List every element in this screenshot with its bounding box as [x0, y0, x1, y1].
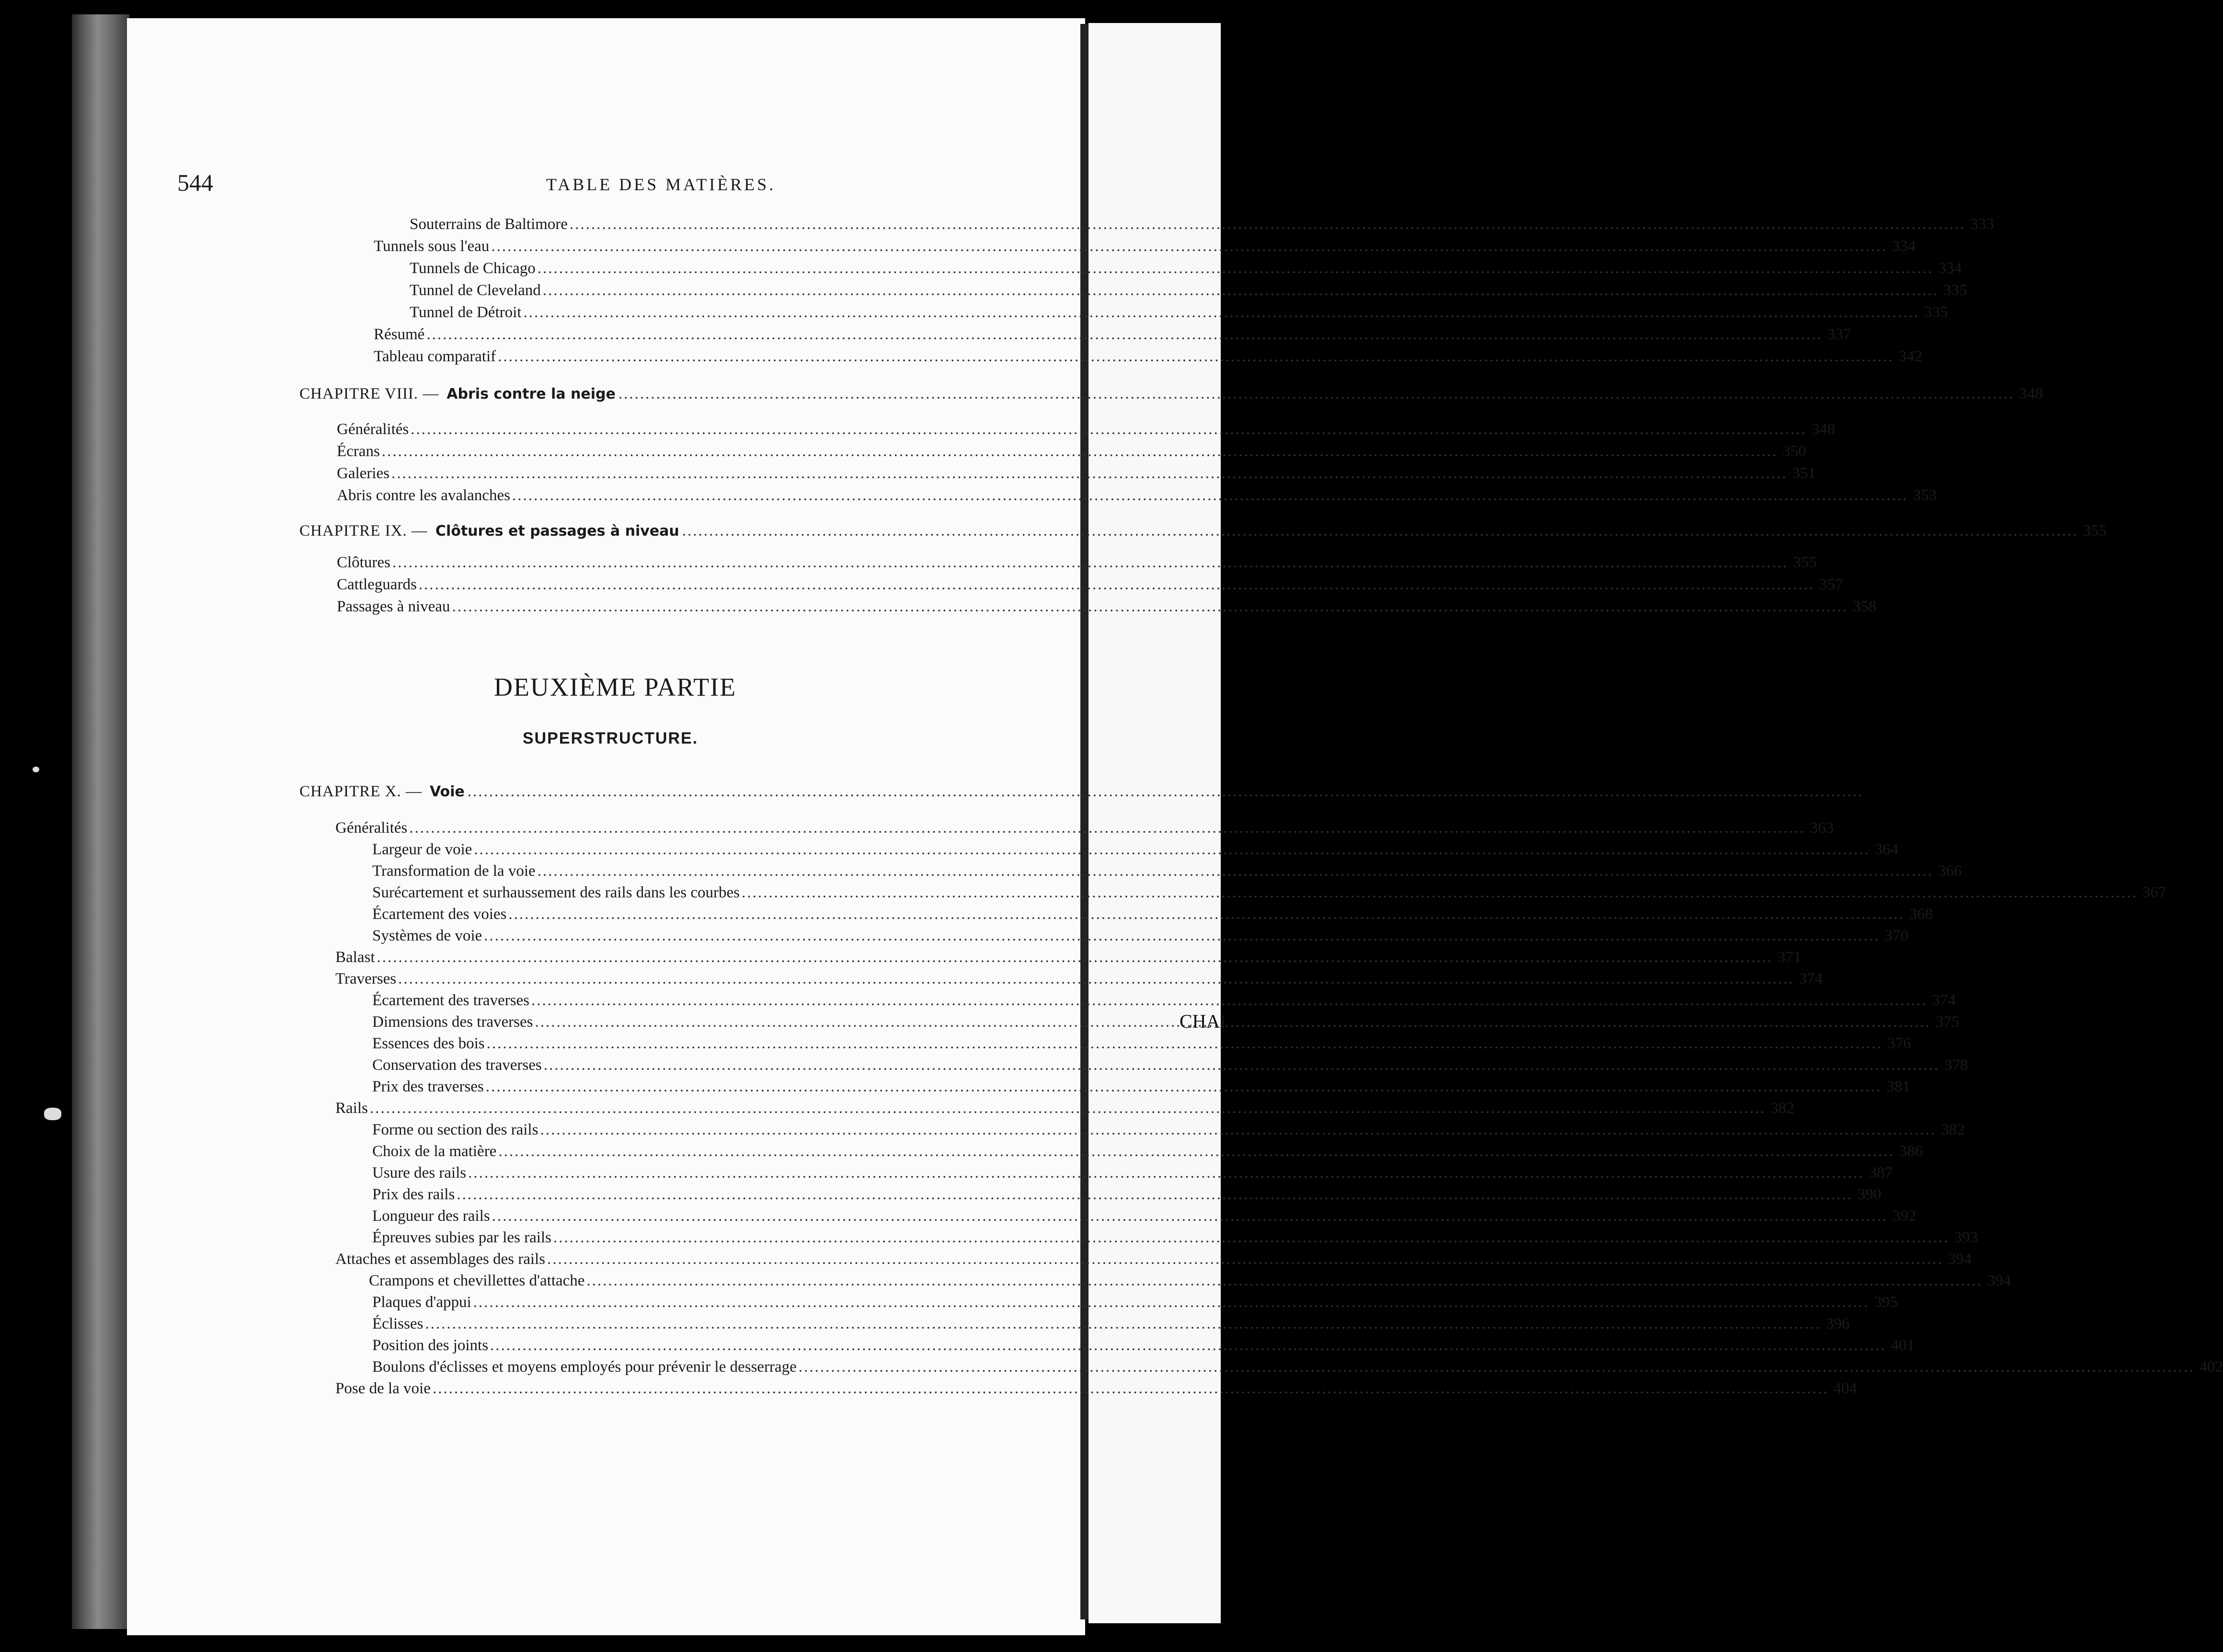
toc-entry	[372, 1229, 1978, 1251]
toc-entry-title: Plaques d'appui	[372, 1294, 471, 1311]
toc-entry-title: Tableau comparatif	[374, 348, 496, 365]
toc-entry-page: 348	[1811, 421, 1835, 438]
toc-entry-title: Dimensions des traverses	[372, 1013, 533, 1031]
toc-entry-page: 366	[1938, 862, 1962, 880]
toc-entry-page: 390	[1857, 1186, 1881, 1203]
toc-entry-page: 353	[1913, 487, 1937, 504]
toc-entry	[372, 1121, 1965, 1143]
toc-entry	[372, 884, 2166, 906]
toc-entry	[369, 1272, 2011, 1294]
toc-entry-page: 363	[1810, 819, 1834, 837]
chapter-8-title	[299, 385, 2043, 409]
toc-entry-title: Prix des traverses	[372, 1078, 484, 1095]
leader-dots	[382, 443, 1778, 460]
toc-entry	[372, 862, 1962, 884]
toc-entry-title: Tunnels sous l'eau	[374, 238, 490, 255]
leader-dots	[426, 326, 1822, 344]
leader-dots	[535, 1013, 1931, 1031]
leader-dots	[457, 1186, 1853, 1204]
toc-entry-page: 364	[1875, 841, 1899, 858]
toc-entry-title: Éclisses	[372, 1315, 424, 1332]
toc-entry-title: Généralités	[337, 421, 409, 438]
toc-entry-title: Tunnels de Chicago	[410, 260, 536, 277]
toc-entry-page: 335	[1924, 304, 1948, 321]
toc-entry-page: 370	[1884, 927, 1909, 944]
leader-dots	[411, 421, 1807, 438]
toc-entry	[372, 1035, 1911, 1057]
toc-entry-title: Transformation de la voie	[372, 862, 536, 880]
toc-entry	[337, 465, 1816, 487]
part-subheading: SUPERSTRUCTURE.	[522, 729, 699, 747]
page-number: 544	[177, 169, 213, 196]
toc-entry	[335, 949, 1801, 971]
toc-entry	[374, 348, 1923, 370]
chapter-topic: Voie	[429, 783, 465, 800]
page-header	[0, 169, 1221, 197]
chapter-9-title	[299, 522, 2107, 546]
toc-entry-title: Usure des rails	[372, 1164, 467, 1182]
toc-entry-page: 401	[1891, 1337, 1915, 1354]
toc-entry-title: Tunnel de Détroit	[410, 304, 522, 321]
leader-dots	[619, 385, 2015, 403]
leader-dots	[531, 992, 1927, 1010]
leader-dots	[398, 970, 1794, 988]
leader-dots	[498, 1143, 1894, 1160]
toc-entry-title: Conservation des traverses	[372, 1056, 542, 1074]
leader-dots	[484, 927, 1880, 945]
chapter-lead: CHAPITRE IX. —	[299, 522, 428, 539]
toc-entry	[372, 927, 1909, 949]
toc-entry-title: Tunnel de Cleveland	[410, 282, 541, 299]
toc-entry-page: 367	[2142, 884, 2166, 901]
toc-entry-title: Choix de la matière	[372, 1143, 497, 1160]
toc-entry	[337, 598, 1877, 620]
leader-dots	[538, 260, 1934, 277]
toc-entry-title: Systèmes de voie	[372, 927, 482, 944]
toc-entry	[372, 1315, 1850, 1337]
leader-dots	[370, 1100, 1766, 1117]
toc-entry-page: 350	[1782, 443, 1807, 460]
toc-entry	[337, 487, 1937, 509]
running-title: TABLE DES MATIÈRES.	[546, 175, 776, 194]
toc-entry-title: Souterrains de Baltimore	[410, 216, 568, 233]
toc-entry-title: Passages à niveau	[337, 598, 450, 615]
toc-entry-page: 381	[1886, 1078, 1911, 1095]
leader-dots	[570, 216, 1966, 233]
toc-entry-title: Rails	[335, 1100, 368, 1117]
leader-dots	[538, 862, 1934, 880]
toc-entry-title: Généralités	[335, 819, 408, 837]
toc-entry-page: 392	[1892, 1207, 1916, 1225]
toc-entry-page: 357	[1819, 576, 1844, 593]
toc-entry-page: 374	[1932, 992, 1956, 1009]
leader-dots	[433, 1380, 1829, 1398]
chapter-lead: CHAPITRE VIII. —	[299, 385, 439, 402]
toc-entry-page: 371	[1777, 949, 1801, 966]
toc-entry	[372, 1337, 1915, 1359]
chapter-10-title	[299, 783, 997, 807]
leader-dots	[490, 1337, 1886, 1354]
leader-dots	[586, 1272, 1982, 1290]
next-page-fragment: CHAI	[1180, 1010, 1226, 1032]
toc-entry-page: 382	[1770, 1100, 1795, 1117]
toc-entry-title: Essences des bois	[372, 1035, 485, 1052]
leader-dots	[682, 522, 2078, 540]
toc-entry	[372, 1186, 1881, 1208]
toc-entry	[410, 260, 1962, 282]
toc-entry	[372, 1143, 1923, 1165]
toc-entry-page: 393	[1954, 1229, 1978, 1246]
toc-entry-title: Surécartement et surhaussement des rails dans les courbes	[372, 884, 740, 901]
toc-entry-page: 402	[2199, 1358, 2223, 1376]
toc-entry-title: Abris contre les avalanches	[337, 487, 510, 504]
toc-entry	[335, 970, 1823, 992]
leader-dots	[492, 1207, 1888, 1225]
toc-entry-title: Balast	[335, 949, 375, 966]
leader-dots	[540, 1121, 1936, 1139]
toc-entry-page: 404	[1833, 1380, 1857, 1397]
toc-entry	[410, 304, 1948, 326]
toc-entry	[372, 841, 1899, 863]
toc-entry-title: Largeur de voie	[372, 841, 472, 858]
leader-dots	[468, 1164, 1864, 1182]
toc-entry-page: 333	[1970, 216, 1994, 233]
leader-dots	[543, 282, 1939, 299]
toc-entry-title: Écrans	[337, 443, 380, 460]
toc-entry-page: 355	[1793, 554, 1817, 571]
toc-entry-title: Épreuves subies par les rails	[372, 1229, 551, 1246]
leader-dots	[491, 238, 1887, 255]
toc-entry-page: 337	[1827, 326, 1851, 343]
toc-entry-title: Écartement des traverses	[372, 992, 530, 1009]
leader-dots	[742, 884, 2138, 902]
toc-entry-page: 351	[1792, 465, 1816, 482]
toc-entry	[337, 421, 1835, 443]
toc-entry-title: Crampons et chevillettes d'attache	[369, 1272, 585, 1289]
leader-dots	[409, 819, 1805, 837]
toc-entry-title: Pose de la voie	[335, 1380, 431, 1397]
toc-entry-page: 335	[1943, 282, 1967, 299]
toc-entry	[372, 1207, 1916, 1229]
toc-entry	[337, 443, 1807, 465]
leader-dots	[498, 348, 1894, 366]
chapter-page: 348	[2019, 385, 2043, 402]
leader-dots	[468, 783, 1864, 801]
leader-dots	[486, 1078, 1882, 1096]
toc-entry	[335, 1250, 1972, 1273]
leader-dots	[425, 1315, 1821, 1333]
toc-entry-title: Écartement des voies	[372, 906, 507, 923]
toc-entry-page: 386	[1899, 1143, 1923, 1160]
leader-dots	[391, 465, 1788, 482]
toc-entry-title: Boulons d'éclisses et moyens employés pour prévenir le desserrage	[372, 1358, 797, 1376]
toc-entry-title: Clôtures	[337, 554, 390, 571]
toc-entry	[372, 906, 1933, 928]
toc-entry	[335, 1100, 1795, 1122]
chapter-page: 355	[2083, 522, 2107, 539]
toc-entry	[410, 282, 1967, 304]
toc-entry-title: Cattleguards	[337, 576, 417, 593]
toc-entry-title: Position des joints	[372, 1337, 489, 1354]
leader-dots	[547, 1250, 1943, 1268]
leader-dots	[544, 1056, 1940, 1074]
leader-dots	[508, 906, 1904, 923]
toc-entry-page: 396	[1826, 1315, 1850, 1332]
toc-entry-page: 382	[1941, 1121, 1965, 1138]
leader-dots	[523, 304, 1919, 321]
toc-entry	[335, 1380, 1857, 1402]
chapter-topic: Clôtures et passages à niveau	[435, 523, 679, 539]
toc-entry	[337, 576, 1844, 598]
leader-dots	[512, 487, 1908, 505]
leader-dots	[799, 1358, 2195, 1376]
toc-entry	[372, 1056, 1968, 1078]
toc-entry-title: Forme ou section des rails	[372, 1121, 539, 1138]
toc-entry	[374, 326, 1851, 348]
toc-entry-title: Longueur des rails	[372, 1207, 490, 1225]
leader-dots	[474, 841, 1870, 859]
toc-entry-page: 358	[1853, 598, 1877, 615]
toc-entry-title: Traverses	[335, 970, 397, 987]
toc-entry-page: 334	[1938, 260, 1962, 277]
leader-dots	[392, 554, 1788, 572]
toc-entry	[372, 1078, 1911, 1100]
toc-entry-page: 334	[1892, 238, 1916, 255]
toc-entry	[372, 1294, 1898, 1316]
leader-dots	[419, 576, 1815, 594]
speck	[33, 767, 39, 772]
toc-entry-page: 394	[1987, 1272, 2011, 1289]
leader-dots	[553, 1229, 1949, 1247]
toc-entry-page: 376	[1887, 1035, 1911, 1052]
leader-dots	[487, 1035, 1883, 1053]
toc-entry-title: Résumé	[374, 326, 425, 343]
speck	[44, 1108, 61, 1120]
toc-entry-page: 378	[1944, 1056, 1968, 1074]
toc-entry	[372, 1358, 2223, 1380]
toc-entry	[337, 554, 1817, 576]
leader-dots	[473, 1294, 1869, 1311]
book-edge	[72, 14, 129, 1629]
toc-entry	[374, 238, 1916, 260]
toc-entry-page: 394	[1948, 1250, 1972, 1268]
toc-entry-page: 368	[1909, 906, 1933, 923]
toc-entry-title: Attaches et assemblages des rails	[335, 1250, 546, 1268]
toc-entry-page: 374	[1799, 970, 1823, 987]
toc-entry-title: Prix des rails	[372, 1186, 455, 1203]
toc-entry	[410, 216, 1994, 238]
toc-entry-page: 375	[1936, 1013, 1959, 1031]
leader-dots	[377, 949, 1773, 966]
toc-entry-page: 342	[1898, 348, 1923, 365]
leader-dots	[452, 598, 1848, 616]
toc-entry-page: 395	[1874, 1294, 1898, 1311]
part-heading: DEUXIÈME PARTIE	[493, 673, 737, 701]
chapter-topic: Abris contre la neige	[447, 386, 616, 402]
toc-entry	[372, 1164, 1893, 1186]
toc-entry-page: 387	[1868, 1164, 1893, 1182]
chapter-lead: CHAPITRE X. —	[299, 783, 422, 800]
toc-entry-title: Galeries	[337, 465, 390, 482]
toc-entry	[335, 819, 1834, 841]
toc-entry	[372, 992, 1956, 1014]
